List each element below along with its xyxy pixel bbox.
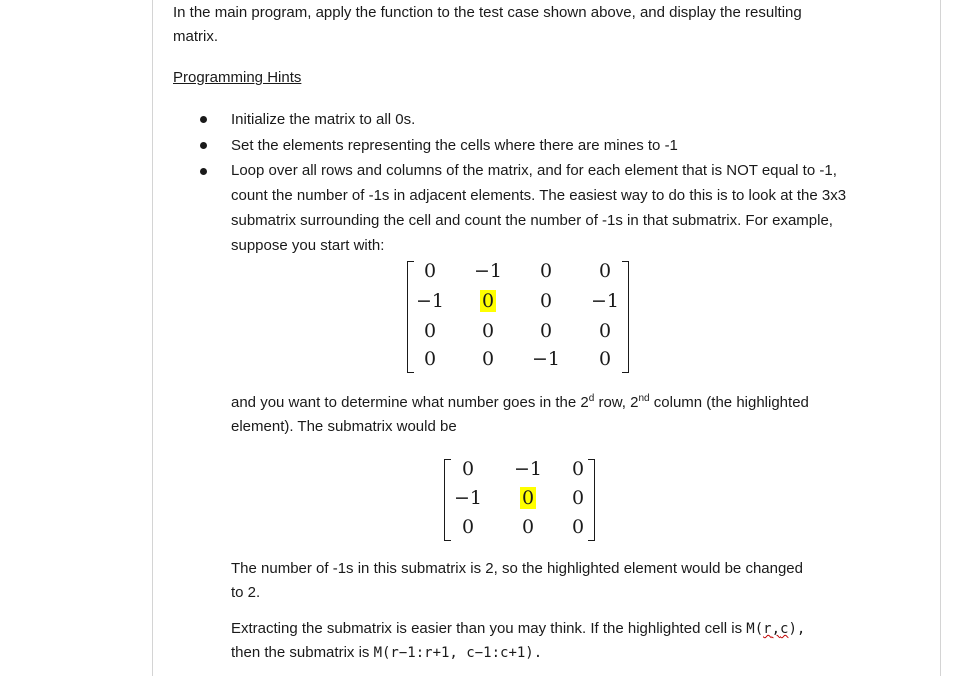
matrix-full-cell-r1c3: 0 [539,260,553,282]
matrix-full-cell-r3c2: 0 [481,320,495,342]
extraction-line-2 [231,641,805,665]
code-cell-index-pre: M( [746,621,764,637]
count-result-line-2: to 2. [231,584,261,601]
code-cell-index-comma: , [771,621,780,637]
bullet-item-3: Loop over all rows and columns of the matrix, and for each element that is NOT equal to -1, count the number of -1s in adjacent elements. The easiest way to do this is to look at the 3x3 submatrix surrounding the cell and count the number of -1s in that submatrix. For example, suppose you start with: [231,162,847,254]
submatrix-intro-line-2: element). The submatrix would be [231,418,457,435]
matrix-full [400,258,640,376]
extraction-line-1 [231,617,805,641]
bullet-dot-1 [200,116,207,123]
matrix-sub-cell-r2c3: 0 [571,487,585,509]
matrix-full-cell-r3c4: 0 [598,320,612,342]
bullet-dot-2 [200,142,207,149]
programming-hints-heading: Programming Hints [173,69,302,86]
count-result-paragraph [231,557,803,605]
matrix-full-cell-r4c3: −1 [531,348,560,370]
matrix-full-cell-r1c1: 0 [423,260,437,282]
submatrix-intro-line-1 [231,391,809,415]
extraction-text-b: then the submatrix is [231,644,374,661]
matrix-sub-cell-r2c2-highlighted [508,485,548,511]
ordinal-suffix-2: nd [638,393,650,404]
submatrix-intro-text-c: column (the highlighted [649,394,809,411]
matrix-full-cell-r2c2-highlighted [468,288,508,314]
code-cell-index-r: r [763,621,772,637]
matrix-full-cell-r4c1: 0 [423,348,437,370]
bullet-dot-3 [200,168,207,175]
ordinal-suffix-1: d [588,393,595,404]
code-cell-index-c: c [780,621,789,637]
extraction-text-a: Extracting the submatrix is easier than you may think. If the highlighted cell is [231,620,747,637]
matrix-full-cell-r2c1: −1 [415,290,444,312]
matrix-full-cell-r3c1: 0 [423,320,437,342]
matrix-full-cell-r4c2: 0 [481,348,495,370]
extraction-paragraph [231,617,805,665]
bullet-item-1: Initialize the matrix to all 0s. [231,111,416,128]
matrix-full-cell-r1c2: −1 [473,260,502,282]
intro-paragraph [173,1,802,49]
matrix-sub-cell-r1c1: 0 [461,458,475,480]
matrix-sub-cell-r1c3: 0 [571,458,585,480]
matrix-full-cell-r3c3: 0 [539,320,553,342]
intro-line-2: matrix. [173,28,218,45]
sub-highlighted-element: 0 [521,487,535,509]
matrix-full-cell-r2c4: −1 [590,290,619,312]
matrix-full-cell-r2c3: 0 [539,290,553,312]
page-margin-left [152,0,153,676]
code-submatrix-expression: M(r−1:r+1, c−1:c+1). [373,645,543,661]
matrix-sub [440,456,610,542]
page-margin-right [940,0,941,676]
matrix-sub-cell-r3c3: 0 [571,516,585,538]
submatrix-intro-text-a: and you want to determine what number goes in the 2 [231,394,589,411]
intro-line-1: In the main program, apply the function to the test case shown above, and display the resulting [173,4,802,21]
matrix-sub-cell-r3c1: 0 [461,516,475,538]
bullet-item-2: Set the elements representing the cells where there are mines to -1 [231,137,678,154]
matrix-sub-cell-r1c2: −1 [513,458,542,480]
code-cell-index-post: ), [788,621,806,637]
count-result-line-1: The number of -1s in this submatrix is 2, so the highlighted element would be changed [231,560,803,577]
code-cell-index-args [763,621,788,637]
matrix-sub-cell-r2c1: −1 [453,487,482,509]
matrix-full-cell-r1c4: 0 [598,260,612,282]
code-cell-index [746,621,805,637]
highlighted-element: 0 [481,290,495,312]
submatrix-intro-paragraph [231,391,809,439]
matrix-sub-cell-r3c2: 0 [521,516,535,538]
submatrix-intro-text-b: row, 2 [594,394,639,411]
matrix-full-cell-r4c4: 0 [598,348,612,370]
